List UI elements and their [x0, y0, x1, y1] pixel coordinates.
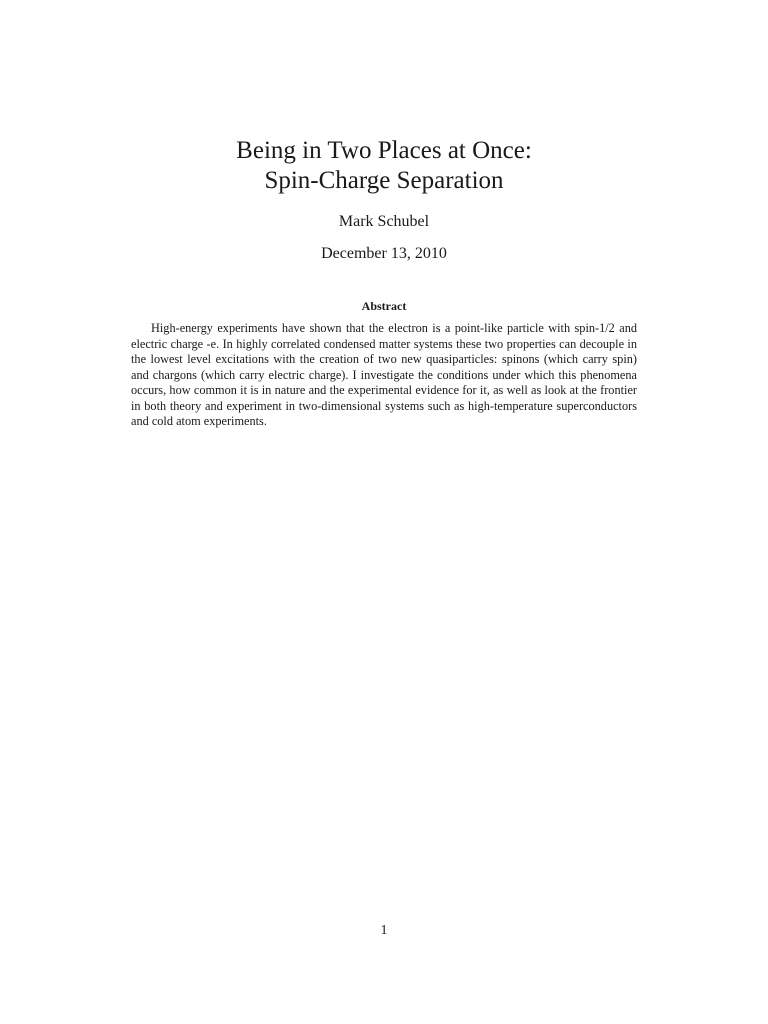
abstract-body: High-energy experiments have shown that the electron is a point-like particle with spin-1/2 and electric charge -e. In highly correlated condensed matter systems these two properties can decouple in the lowest level excitations with the creation of two new quasiparticles: spinons (which carry spin) and chargons (which carry electric charge). I investigate the conditions under which this phenomena occurs, how common it is in nature and the experimental evidence for it, as well as look at the frontier in both theory and experiment in two-dimensional systems such as high-temperature superconductors and cold atom experiments. — [131, 321, 637, 428]
abstract-heading: Abstract — [361, 299, 407, 313]
publication-date: December 13, 2010 — [321, 245, 447, 262]
author-name: Mark Schubel — [338, 213, 430, 230]
paper-title — [0, 136, 768, 196]
paper-title-line-1: Being in Two Places at Once: — [236, 137, 532, 164]
page-number: 1 — [380, 923, 388, 938]
paper-title-line-2: Spin-Charge Separation — [264, 167, 504, 194]
